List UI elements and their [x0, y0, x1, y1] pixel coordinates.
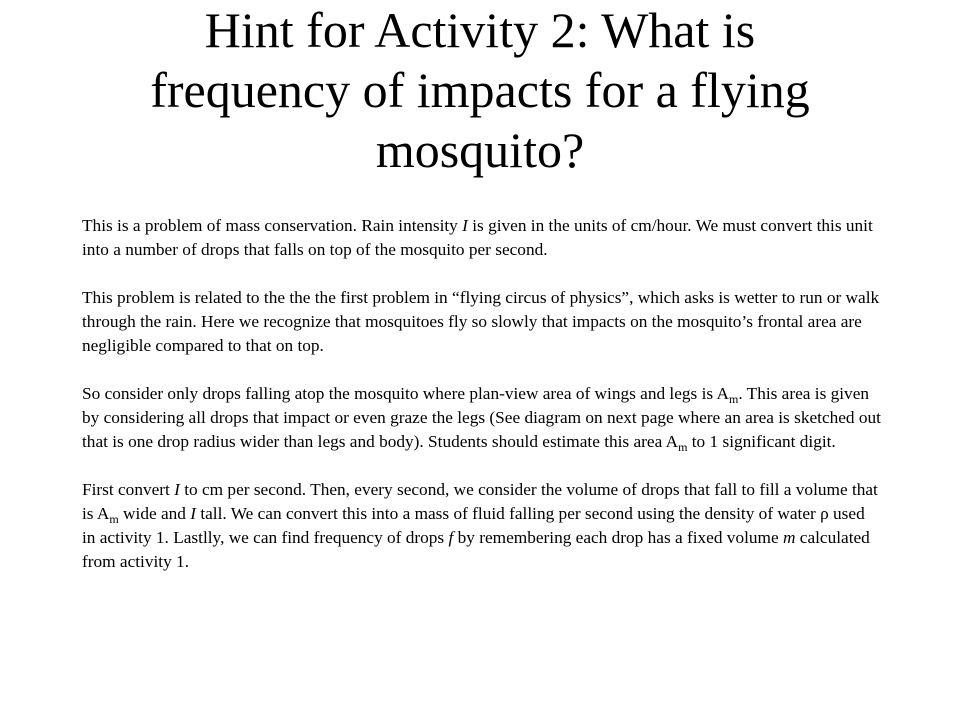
title-line-2: frequency of impacts for a flying [150, 62, 810, 118]
variable-I: I [174, 480, 180, 499]
paragraph-plan-view-area [82, 382, 882, 454]
text-run: This problem is related to the the the first problem in “flying circus of physics”, which asks is wetter to run or walk through the rain. Here we recognize that mosquitoes fly so slowly that impacts on the mosquito’s frontal area are negligible compared to that on top. [82, 288, 880, 355]
subscript-m: m [109, 512, 119, 526]
text-run: tall. We can convert this into a mass of fluid falling per second using the density of water ρ used in activity 1. Lastlly, we can find frequency of drops [82, 504, 865, 547]
paragraph-mass-conservation [82, 214, 882, 262]
text-run: First convert [82, 480, 175, 499]
subscript-m: m [728, 392, 739, 406]
text-run: . This area is given by considering all drops that impact or even graze the legs (See diagram on next page where an area is sketched out that is one drop radius wider than legs and body). Students should estimate this area A [82, 384, 881, 451]
variable-f: f [448, 528, 454, 547]
title-line-3: mosquito? [375, 122, 585, 178]
variable-I: I [190, 504, 196, 523]
variable-m: m [782, 528, 796, 547]
text-run: to 1 significant digit. [687, 432, 836, 451]
title-line-1: Hint for Activity 2: What is [204, 2, 756, 58]
paragraph-flying-circus [82, 286, 882, 358]
text-run: wide and [118, 504, 191, 523]
text-run: is given in the units of cm/hour. We must convert this unit into a number of drops that falls on top of the mosquito per second. [82, 216, 873, 259]
text-run: This is a problem of mass conservation. Rain intensity [82, 216, 463, 235]
text-run: calculated from activity 1. [82, 528, 870, 571]
paragraph-convert-frequency [82, 478, 882, 574]
text-run: So consider only drops falling atop the mosquito where plan-view area of wings and legs is A [82, 384, 729, 403]
subscript-m: m [678, 440, 688, 454]
text-run: to cm per second. Then, every second, we consider the volume of drops that fall to fill a volume that is A [82, 480, 878, 523]
slide-title [40, 0, 920, 180]
slide-body [82, 214, 882, 574]
variable-I: I [462, 216, 468, 235]
text-run: by remembering each drop has a fixed volume [453, 528, 783, 547]
